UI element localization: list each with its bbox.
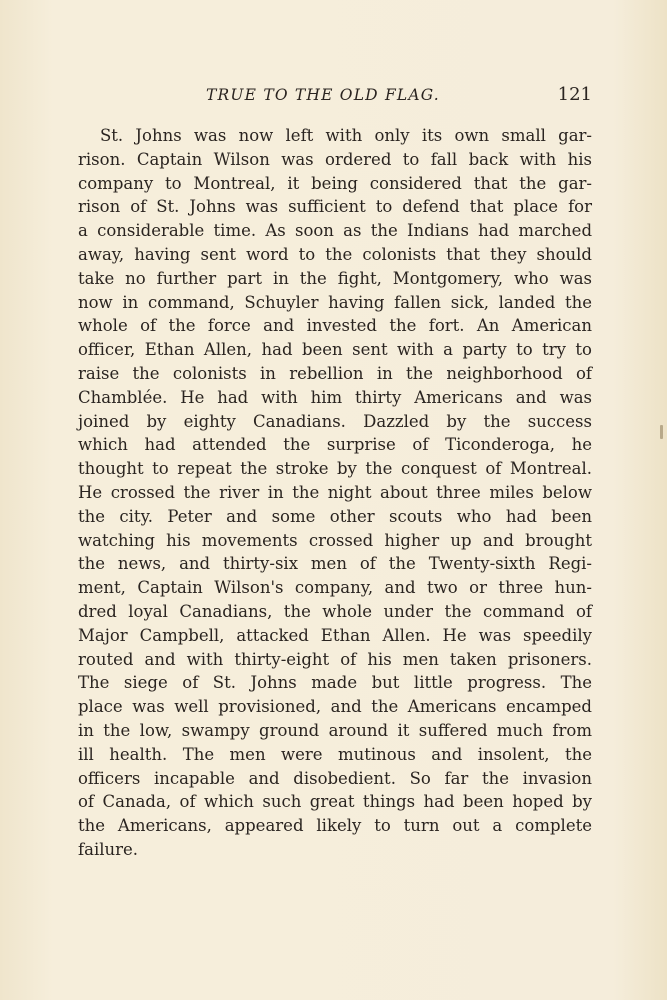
text-line: place was well provisioned, and the Americans encamped	[78, 697, 592, 717]
text-line: the city. Peter and some other scouts who had been	[78, 506, 592, 526]
text-line: ment, Captain Wilson's company, and two or three hun-	[78, 578, 592, 598]
text-line: of Canada, of which such great things had been hoped by	[78, 792, 592, 812]
text-line: officer, Ethan Allen, had been sent with a party to try to	[78, 340, 592, 360]
text-line: Chamblée. He had with him thirty Americans and was	[78, 387, 592, 407]
text-line: joined by eighty Canadians. Dazzled by the success	[78, 411, 592, 431]
text-line: in the low, swampy ground around it suffered much from	[78, 720, 592, 740]
text-line: The siege of St. Johns made but little progress. The	[78, 673, 592, 693]
text-line: whole of the force and invested the fort. An American	[78, 316, 592, 336]
text-line: dred loyal Canadians, the whole under the command of	[78, 601, 592, 621]
text-line: the news, and thirty-six men of the Twenty-sixth Regi-	[78, 554, 592, 574]
text-line: ill health. The men were mutinous and insolent, the	[78, 744, 592, 764]
text-line: He crossed the river in the night about three miles below	[78, 482, 592, 502]
body-paragraph	[78, 124, 592, 862]
text-line: take no further part in the fight, Montgomery, who was	[78, 268, 592, 288]
text-line: Major Campbell, attacked Ethan Allen. He was speedily	[78, 625, 592, 645]
text-line: now in command, Schuyler having fallen sick, landed the	[78, 292, 592, 312]
text-line: St. Johns was now left with only its own small gar-	[100, 126, 592, 145]
text-line: which had attended the surprise of Ticonderoga, he	[78, 435, 592, 455]
running-title: TRUE TO THE OLD FLAG.	[206, 86, 440, 104]
page-header	[78, 86, 592, 110]
text-line: officers incapable and disobedient. So far the invasion	[78, 768, 592, 788]
text-line: thought to repeat the stroke by the conquest of Montreal.	[78, 459, 592, 479]
text-line: failure.	[78, 839, 139, 859]
text-line: rison of St. Johns was sufficient to defend that place for	[78, 197, 592, 217]
page-number: 121	[557, 84, 592, 105]
text-line: a considerable time. As soon as the Indians had marched	[78, 221, 592, 241]
text-line: watching his movements crossed higher up and brought	[78, 530, 592, 550]
text-line: away, having sent word to the colonists that they should	[78, 244, 592, 264]
text-line: raise the colonists in rebellion in the neighborhood of	[78, 363, 592, 383]
text-line: rison. Captain Wilson was ordered to fall back with his	[78, 149, 592, 169]
page-edge-mark	[660, 425, 663, 439]
text-line: company to Montreal, it being considered that the gar-	[78, 173, 592, 193]
text-line: routed and with thirty-eight of his men taken prisoners.	[78, 649, 592, 669]
text-line: the Americans, appeared likely to turn out a complete	[78, 816, 592, 836]
